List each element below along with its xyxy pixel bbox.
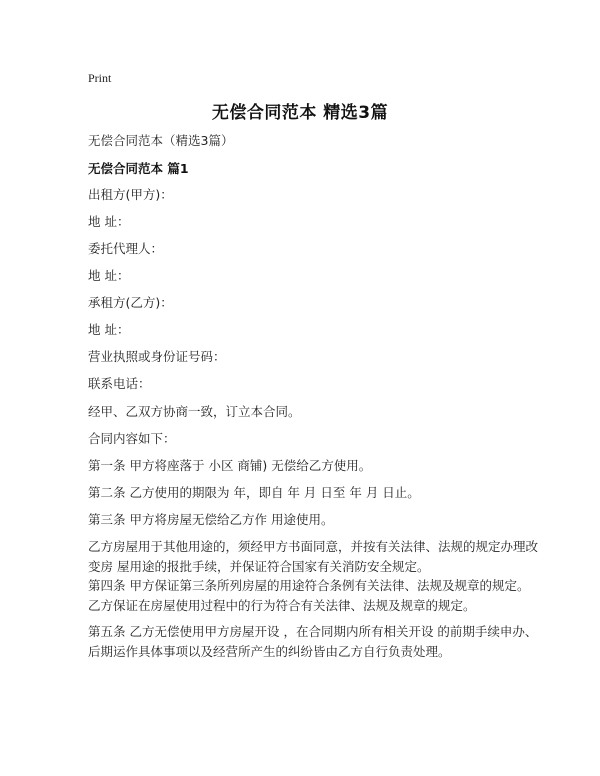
document-title: 无偿合同范本 精选3篇 — [211, 103, 389, 123]
field-agent-address: 地 址： — [88, 268, 130, 283]
article-2: 第二条 乙方使用的期限为 年，即自 年 月 日至 年 月 日止。 — [88, 485, 420, 500]
document-subtitle: 无偿合同范本（精选3篇） — [88, 133, 234, 148]
article-5 — [88, 622, 538, 662]
field-lessor: 出租方(甲方)： — [88, 187, 173, 202]
article-4-line: 乙方保证在房屋使用过程中的行为符合有关法律、法规及规章的规定。 — [88, 598, 476, 613]
field-agent: 委托代理人： — [88, 241, 164, 256]
article-3-note-line: 变房 屋用途的报批手续，并保证符合国家有关消防安全规定。 — [88, 559, 430, 574]
article-1: 第一条 甲方将座落于 小区 商铺) 无偿给乙方使用。 — [88, 458, 372, 473]
contents-label: 合同内容如下： — [88, 431, 176, 446]
article-3-note-line: 乙方房屋用于其他用途的，须经甲方书面同意，并按有关法律、法规的规定办理改 — [88, 539, 539, 554]
article-3: 第三条 甲方将房屋无偿给乙方作 用途使用。 — [88, 512, 334, 527]
field-lessor-address: 地 址： — [88, 214, 130, 229]
field-lessee-address: 地 址： — [88, 322, 130, 337]
field-lessee: 承租方(乙方)： — [88, 295, 173, 310]
article-3-note — [88, 537, 539, 577]
section-heading: 无偿合同范本 篇1 — [88, 161, 189, 176]
field-phone: 联系电话： — [88, 376, 151, 391]
article-5-line: 后期运作具体事项以及经营所产生的纠纷皆由乙方自行负责处理。 — [88, 644, 451, 659]
article-4 — [88, 576, 528, 616]
article-5-line: 第五条 乙方无偿使用甲方房屋开设 ，在合同期内所有相关开设 的前期手续申办、 — [88, 624, 538, 639]
intro-text: 经甲、乙双方协商一致，订立本合同。 — [88, 404, 301, 419]
field-license-id: 营业执照或身份证号码： — [88, 349, 226, 364]
print-label[interactable]: Print — [88, 71, 112, 85]
article-4-line: 第四条 甲方保证第三条所列房屋的用途符合条例有关法律、法规及规章的规定。 — [88, 578, 530, 593]
